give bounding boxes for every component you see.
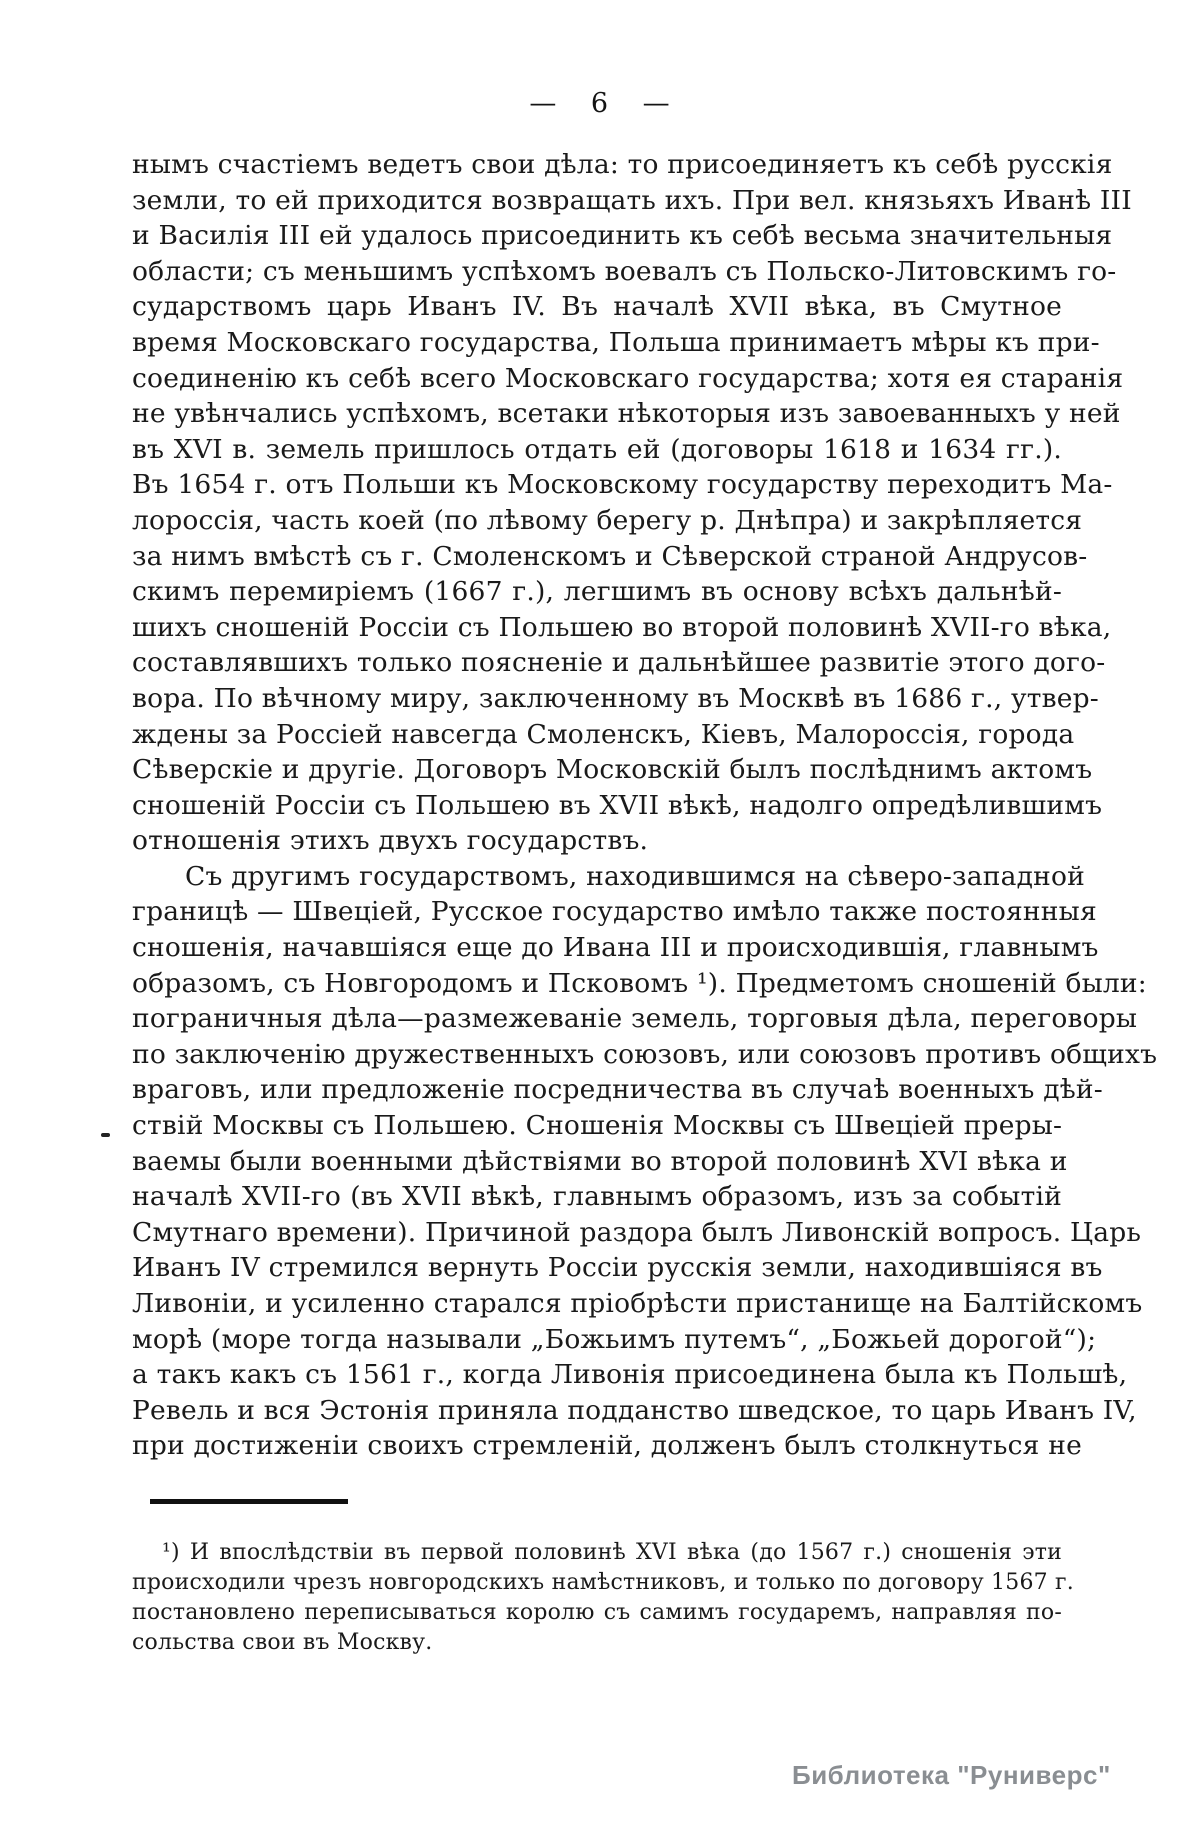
text-line: Ливоніи, и усиленно старался пріобрѣсти пристанище на Балтійскомъ [132, 1288, 1143, 1319]
text-line: по заключенію дружественныхъ союзовъ, или союзовъ противъ общихъ [132, 1038, 1158, 1070]
text-line: Смутнаго времени). Причиной раздора былъ Ливонскій вопросъ. Царь [132, 1216, 1142, 1248]
footnote-line: ¹) И впослѣдствіи въ первой половинѣ XVI вѣка (до 1567 г.) сношенія эти [162, 1540, 1062, 1565]
text-line: началѣ XVII-го (въ XVII вѣкѣ, главнымъ образомъ, изъ за событій [132, 1181, 1062, 1213]
text-line: пограничныя дѣла—размежеваніе земель, торговыя дѣла, переговоры [132, 1003, 1138, 1035]
text-line: земли, то ей приходится возвращать ихъ. При вел. князьяхъ Иванѣ III [132, 184, 1132, 216]
library-watermark: Библиотека "Руниверс" [792, 1760, 1111, 1790]
text-line: ваемы были военными дѣйствіями во второй половинѣ XVI вѣка и [132, 1145, 1068, 1177]
text-line: Ревель и вся Эстонія приняла подданство шведское, то царь Иванъ IV, [132, 1394, 1137, 1426]
footnote-line: постановлено переписываться королю съ самимъ государемъ, направляя по- [132, 1600, 1062, 1625]
text-line: составлявшихъ только поясненіе и дальнѣйшее развитіе этого дого- [132, 647, 1106, 679]
footnote-separator [150, 1499, 348, 1504]
text-line: лороссія, часть коей (по лѣвому берегу р. Днѣпра) и закрѣпляется [132, 504, 1083, 536]
text-line: а такъ какъ съ 1561 г., когда Ливонія присоединена была къ Польшѣ, [132, 1359, 1128, 1391]
footnote-block [132, 1538, 1074, 1658]
text-line: вора. По вѣчному миру, заключенному въ Москвѣ въ 1686 г., утвер- [132, 682, 1099, 714]
text-line: области; съ меньшимъ успѣхомъ воевалъ съ Польско-Литовскимъ го- [132, 255, 1117, 287]
text-line: сношеній Россіи съ Польшею въ XVII вѣкѣ, надолго опредѣлившимъ [132, 789, 1103, 821]
footnote-line: происходили чрезъ новгородскихъ намѣстниковъ, и только по договору 1567 г. [132, 1570, 1074, 1595]
text-line: нымъ счастіемъ ведетъ свои дѣла: то присоединяетъ къ себѣ русскія [132, 149, 1113, 180]
text-line: въ XVI в. земель пришлось отдать ей (договоры 1618 и 1634 гг.). [132, 433, 1062, 465]
text-line: Съ другимъ государствомъ, находившимся на сѣверо-западной [185, 860, 1085, 892]
text-line: шихъ сношеній Россіи съ Польшею во второй половинѣ XVII-го вѣка, [132, 611, 1112, 643]
text-line: сношенія, начавшіяся еще до Ивана III и происходившія, главнымъ [132, 932, 1099, 964]
text-line: образомъ, съ Новгородомъ и Псковомъ ¹). Предметомъ сношеній были: [132, 967, 1147, 999]
text-line: скимъ перемиріемъ (1667 г.), легшимъ въ основу всѣхъ дальнѣй- [132, 576, 1062, 608]
text-line: время Московскаго государства, Польша принимаетъ мѣры къ при- [132, 326, 1100, 358]
text-line: отношенія этихъ двухъ государствъ. [132, 825, 649, 857]
text-line: морѣ (море тогда называли „Божьимъ путемъ“, „Божьей дорогой“); [132, 1323, 1097, 1355]
text-line: соединенію къ себѣ всего Московскаго государства; хотя ея старанія [132, 362, 1124, 394]
text-line: Иванъ IV стремился вернуть Россіи русскія земли, находившіяся въ [132, 1252, 1103, 1284]
text-line: враговъ, или предложеніе посредничества въ случаѣ военныхъ дѣй- [132, 1074, 1103, 1106]
page-number: — 6 — [529, 88, 671, 119]
footnote-line: сольства свои въ Москву. [132, 1630, 433, 1655]
text-line: за нимъ вмѣстѣ съ г. Смоленскомъ и Сѣверской страной Андрусов- [132, 540, 1088, 572]
text-line: ствій Москвы съ Польшею. Сношенія Москвы съ Швеціей преры- [132, 1110, 1063, 1142]
text-line: ждены за Россіей навсегда Смоленскъ, Кіевъ, Малороссія, города [132, 718, 1075, 750]
main-text-block [132, 147, 1158, 1464]
text-line: Сѣверскіе и другіе. Договоръ Московскій былъ послѣднимъ актомъ [132, 754, 1093, 786]
text-line: и Василія III ей удалось присоединить къ себѣ весьма значительныя [132, 220, 1113, 252]
text-line: не увѣнчались успѣхомъ, всетаки нѣкоторыя изъ завоеванныхъ у ней [132, 398, 1121, 430]
text-line: при достиженіи своихъ стремленій, долженъ былъ столкнуться не [132, 1430, 1082, 1462]
text-line: сударствомъ царь Иванъ IV. Въ началѣ XVII вѣка, въ Смутное [132, 291, 1062, 323]
text-line: границѣ — Швеціей, Русское государство имѣло также постоянныя [132, 896, 1097, 928]
text-line: Въ 1654 г. отъ Польши къ Московскому государству переходитъ Ма- [132, 469, 1113, 501]
ink-speck [101, 1133, 110, 1137]
